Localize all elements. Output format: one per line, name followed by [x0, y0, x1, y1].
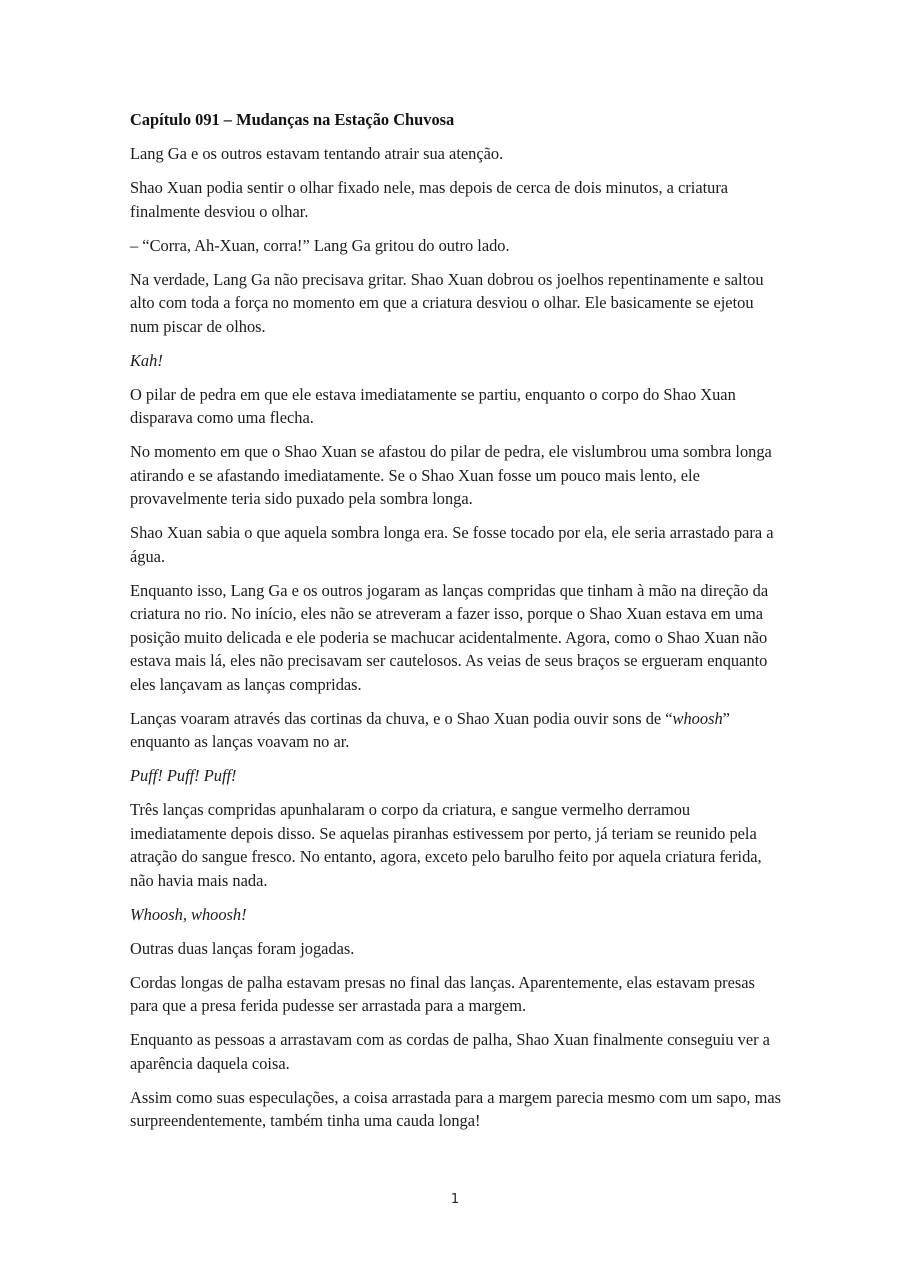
paragraph: – “Corra, Ah-Xuan, corra!” Lang Ga gritou do outro lado.	[130, 235, 510, 255]
paragraph: Shao Xuan sabia o que aquela sombra longa era. Se fosse tocado por ela, ele seria arrastado para a água.	[130, 523, 774, 566]
paragraph: Lang Ga e os outros estavam tentando atrair sua atenção.	[130, 144, 504, 163]
paragraph: Cordas longas de palha estavam presas no final das lanças. Aparentemente, elas estavam presas para que a presa ferida pudesse ser arrastada para a margem.	[130, 972, 755, 1015]
paragraph-text: ” enquanto as lanças voavam no ar.	[130, 708, 730, 751]
paragraph: Na verdade, Lang Ga não precisava gritar. Shao Xuan dobrou os joelhos repentinamente e saltou alto com toda a força no momento em que a criatura desviou o olhar. Ele basicamente se ejetou num piscar de olhos.	[130, 269, 764, 336]
paragraph: Assim como suas especulações, a coisa arrastada para a margem parecia mesmo com um sapo, mas surpreendentemente, também tinha uma cauda longa!	[130, 1087, 781, 1130]
paragraph: Três lanças compridas apunhalaram o corpo da criatura, e sangue vermelho derramou imediatamente depois disso. Se aquelas piranhas estivessem por perto, já teriam se reunido pela atração do sangue fresco. No entanto, agora, exceto pelo barulho feito por aquela criatura ferida, não havia mais nada.	[130, 800, 762, 890]
paragraph: O pilar de pedra em que ele estava imediatamente se partiu, enquanto o corpo do Shao Xuan disparava como uma flecha.	[130, 384, 736, 427]
sound-effect: Kah!	[130, 350, 163, 370]
paragraph: No momento em que o Shao Xuan se afastou do pilar de pedra, ele vislumbrou uma sombra longa atirando e se afastando imediatamente. Se o Shao Xuan fosse um pouco mais lento, ele provavelmente teria sido puxado pela sombra longa.	[130, 442, 772, 508]
paragraph: Enquanto as pessoas a arrastavam com as cordas de palha, Shao Xuan finalmente conseguiu ver a aparência daquela coisa.	[130, 1030, 770, 1073]
paragraph: Shao Xuan podia sentir o olhar fixado nele, mas depois de cerca de dois minutos, a criatura finalmente desviou o olhar.	[130, 178, 729, 221]
paragraph	[130, 707, 785, 754]
sound-effect: Puff! Puff! Puff!	[130, 766, 237, 785]
page-number: 1	[450, 1192, 460, 1207]
paragraph: Outras duas lanças foram jogadas.	[130, 938, 355, 958]
paragraph: Enquanto isso, Lang Ga e os outros jogaram as lanças compridas que tinham à mão na direção da criatura no rio. No início, eles não se atreveram a fazer isso, porque o Shao Xuan estava em uma posição muito delicada e ele poderia se machucar acidentalmente. Agora, como o Shao Xuan não estava mais lá, eles não precisavam ser cautelosos. As veias de seus braços se ergueram enquanto eles lançavam as lanças compridas.	[130, 580, 769, 694]
paragraph-text: Lanças voaram através das cortinas da chuva, e o Shao Xuan podia ouvir sons de “	[130, 708, 673, 728]
document-body	[130, 108, 785, 1143]
italic-word: whoosh	[672, 708, 723, 728]
sound-effect: Whoosh, whoosh!	[130, 904, 247, 924]
chapter-title: Capítulo 091 – Mudanças na Estação Chuvosa	[130, 110, 455, 129]
